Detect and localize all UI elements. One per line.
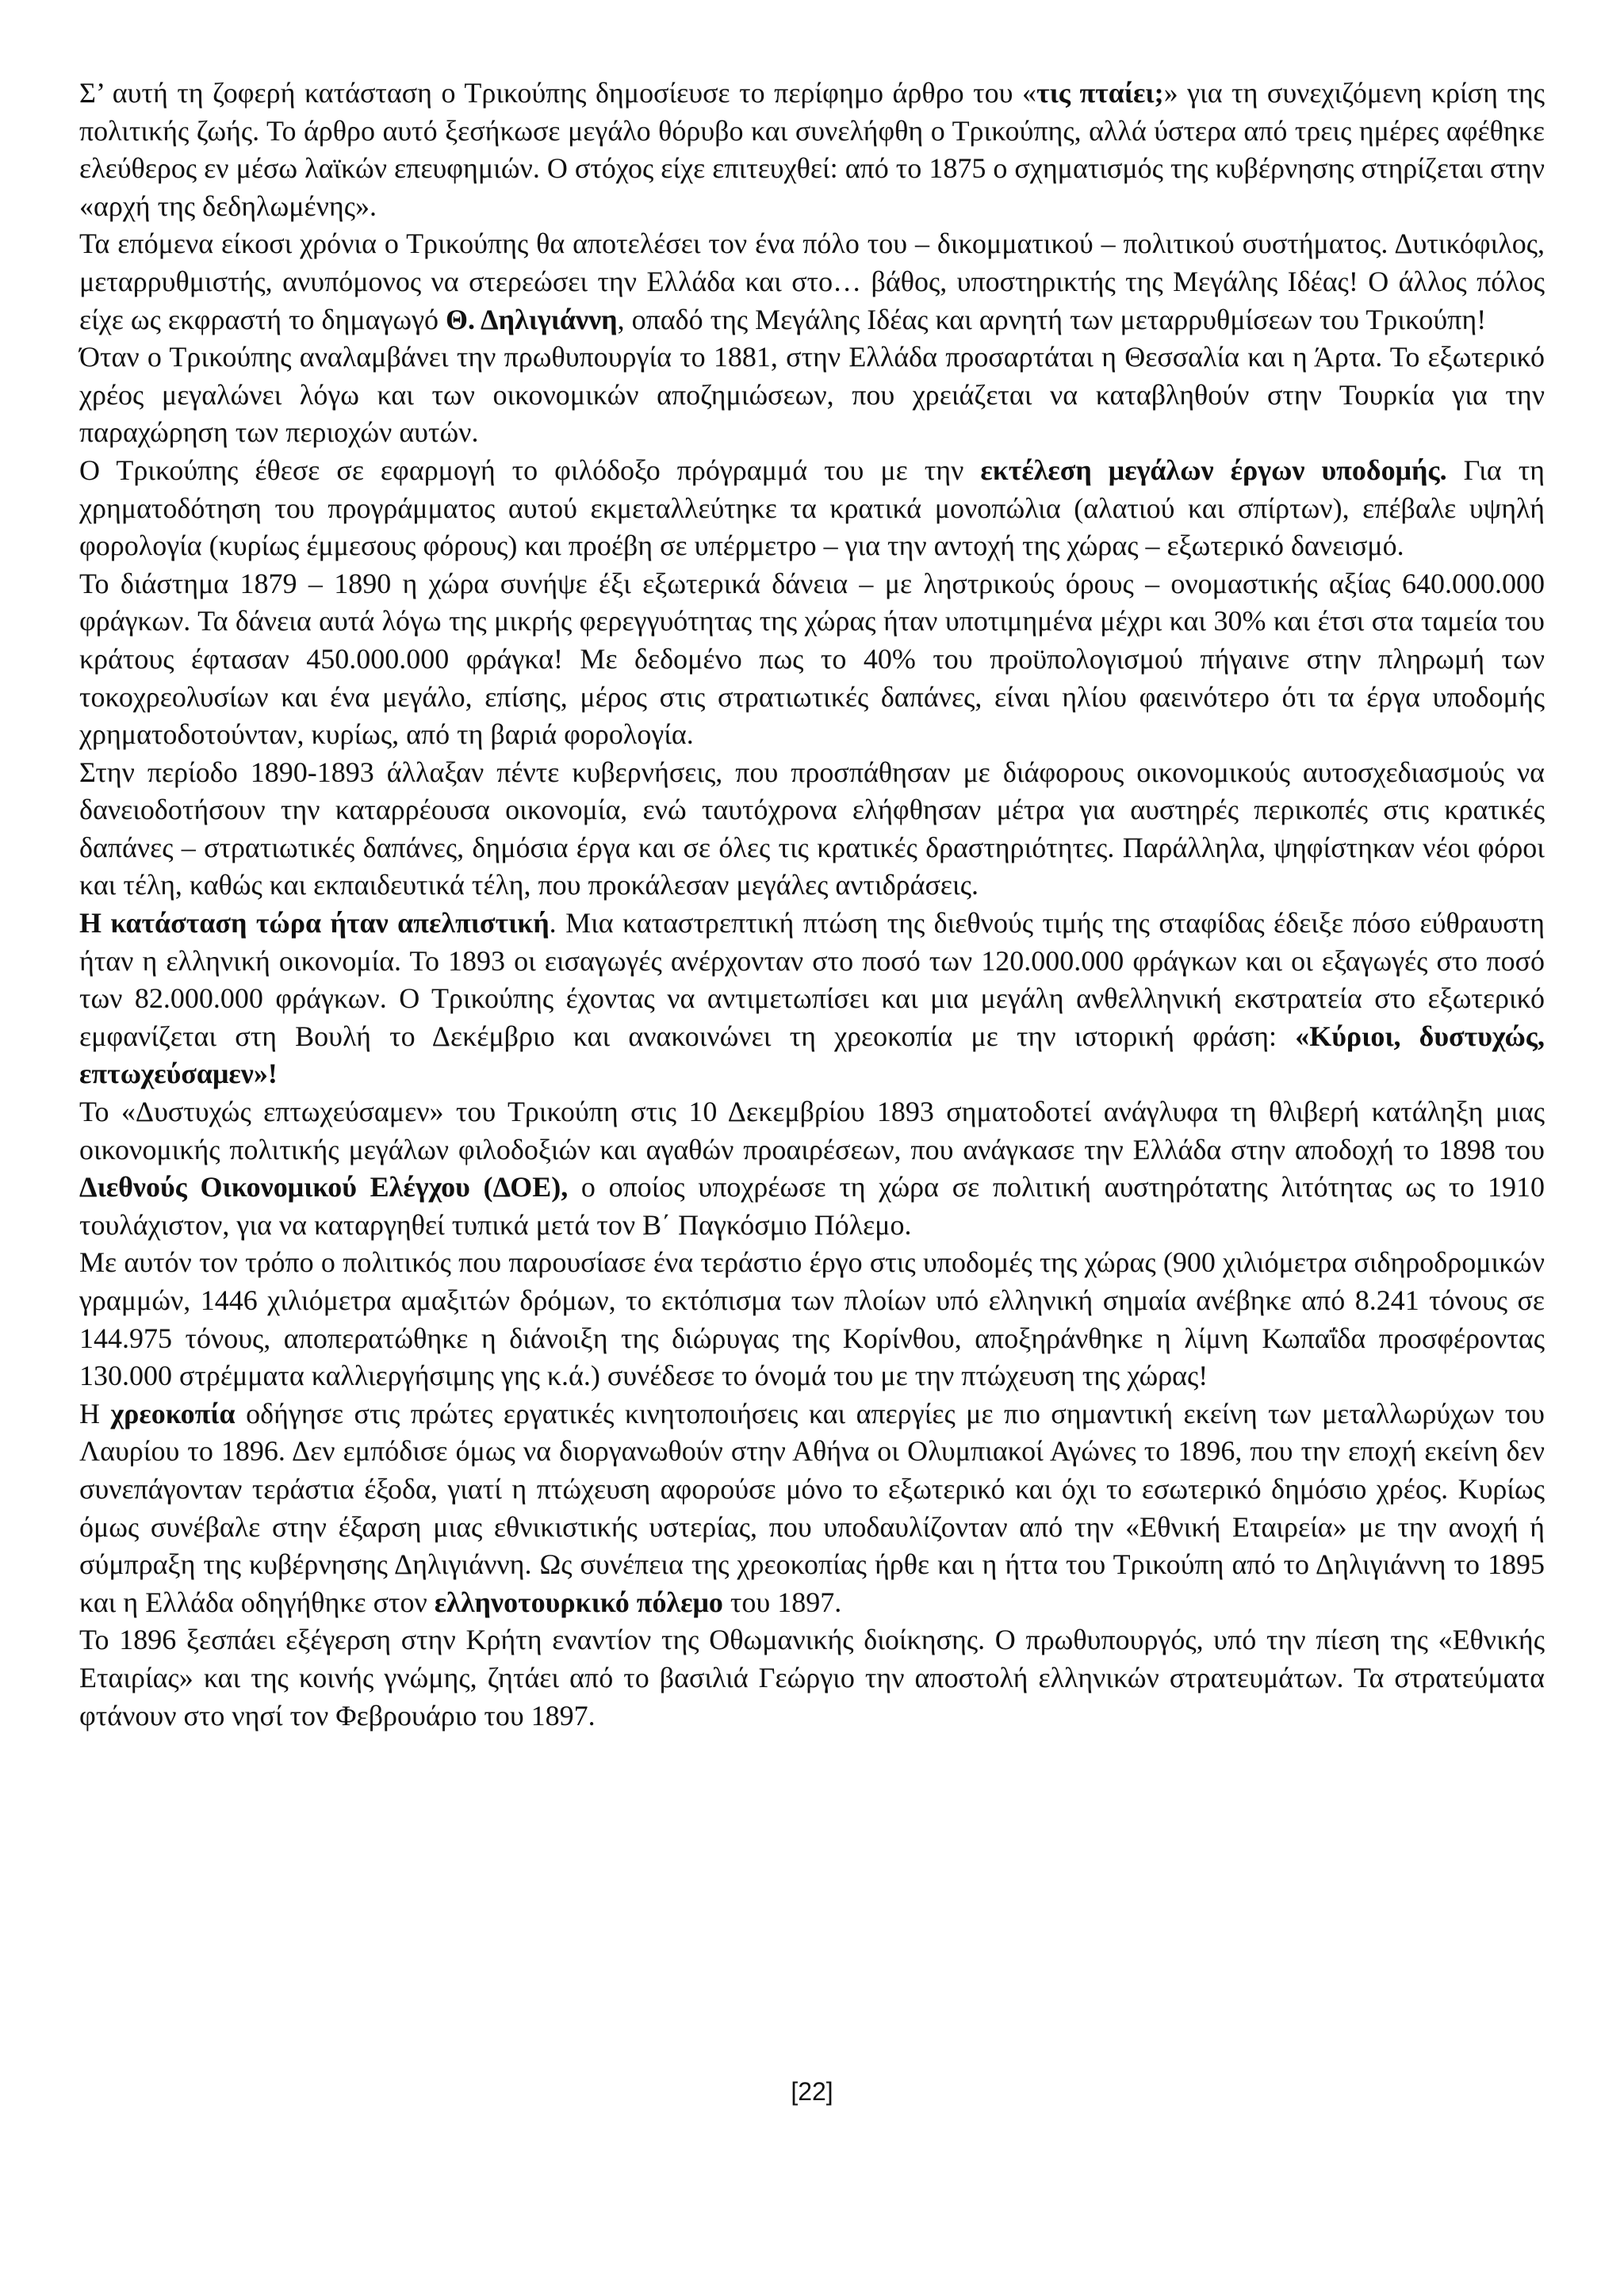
text-run: , οπαδό της Μεγάλης Ιδέας και αρνητή των μεταρρυθμίσεων του Τρικούπη! — [617, 303, 1487, 335]
bold-text-run: τις πταίει; — [1036, 77, 1164, 109]
text-run: Η — [79, 1397, 111, 1429]
text-run: οδήγησε στις πρώτες εργατικές κινητοποιήσεις και απεργίες με πιο σημαντική εκείνη των μεταλλωρύχων του Λαυρίου το 1896. Δεν εμπόδισε όμως να διοργανωθούν στην Αθήνα οι Ολυμπιακοί Αγώνες το 1896, που την εποχή εκείνη δεν συνεπάγονταν τεράστια έξοδα, γιατί η πτώχευση αφορούσε μόνο το εξωτερικό και όχι το εσωτερικό δημόσιο χρέος. Κυρίως όμως συνέβαλε στην έξαρση μιας εθνικιστικής υστερίας, που υποδαυλίζονταν από την «Εθνική Εταιρεία» με την ανοχή ή σύμπραξη της κυβέρνησης Δηλιγιάννη. Ως συνέπεια της χρεοκοπίας ήρθε και η ήττα του Τρικούπη από το Δηλιγιάννη το 1895 και η Ελλάδα οδηγήθηκε στον — [79, 1397, 1545, 1618]
paragraph — [79, 1244, 1545, 1395]
paragraph — [79, 565, 1545, 754]
text-run: Με αυτόν τον τρόπο ο πολιτικός που παρουσίασε ένα τεράστιο έργο στις υποδομές της χώρας (900 χιλιόμετρα σιδηροδρομικών γραμμών, 1446 χιλιόμετρα αμαξιτών δρόμων, το εκτόπισμα των πλοίων υπό ελληνική σημαία ανέβηκε από 8.241 τόνους σε 144.975 τόνους, αποπερατώθηκε η διάνοιξη της διώρυγας της Κορίνθου, αποξηράνθηκε η λίμνη Κωπαΐδα προσφέροντας 130.000 στρέμματα καλλιεργήσιμης γης κ.ά.) συνέδεσε το όνομά του με την πτώχευση της χώρας! — [79, 1246, 1545, 1392]
bold-text-run: χρεοκοπία — [110, 1397, 236, 1429]
page-number: [22] — [791, 2077, 833, 2106]
text-run: » για τη συνεχιζόμενη κρίση της πολιτικής ζωής. Το άρθρο αυτό ξεσήκωσε μεγάλο θόρυβο και συνελήφθη ο Τρικούπης, αλλά ύστερα από τρεις ημέρες αφέθηκε ελεύθερος εν μέσω λαϊκών επευφημιών. Ο στόχος είχε επιτευχθεί: από το 1875 ο σχηματισμός της κυβέρνησης στηρίζεται στην «αρχή της δεδηλωμένης». — [79, 77, 1545, 222]
text-run: Το 1896 ξεσπάει εξέγερση στην Κρήτη εναντίον της Οθωμανικής διοίκησης. Ο πρωθυπουργός, υπό την πίεση της «Εθνικής Εταιρίας» και της κοινής γνώμης, ζητάει από το βασιλιά Γεώργιο την αποστολή ελληνικών στρατευμάτων. Τα στρατεύματα φτάνουν στο νησί τον Φεβρουάριο του 1897. — [79, 1624, 1545, 1732]
bold-text-run: «Κύριοι, δυστυχώς, επτωχεύσαμεν»! — [79, 1020, 1545, 1090]
bold-text-run: Θ. Δηλιγιάννη — [446, 303, 618, 335]
text-run: ο οποίος υποχρέωσε τη χώρα σε πολιτική αυστηρότατης λιτότητας ως το 1910 τουλάχιστον, για να καταργηθεί τυπικά μετά τον Β΄ Παγκόσμιο Πόλεμο. — [79, 1171, 1545, 1241]
paragraph — [79, 1395, 1545, 1622]
bold-text-run: Η κατάσταση τώρα ήταν απελπιστική — [79, 907, 550, 939]
paragraph — [79, 452, 1545, 565]
paragraph — [79, 1621, 1545, 1735]
paragraph — [79, 225, 1545, 339]
paragraph — [79, 905, 1545, 1093]
bold-text-run: εκτέλεση μεγάλων έργων υποδομής. — [980, 453, 1447, 486]
text-run: Σ’ αυτή τη ζοφερή κατάσταση ο Τρικούπης δημοσίευσε το περίφημο άρθρο του « — [79, 77, 1036, 109]
text-run: . Μια καταστρεπτική πτώση της διεθνούς τιμής της σταφίδας έδειξε πόσο εύθραυστη ήταν η ελληνική οικονομία. Το 1893 οι εισαγωγές ανέρχονταν στο ποσό των 120.000.000 φράγκων και οι εξαγωγές στο ποσό των 82.000.000 φράγκων. Ο Τρικούπης έχοντας να αντιμετωπίσει και μια μεγάλη ανθελληνική εκστρατεία στο εξωτερικό εμφανίζεται στη Βουλή το Δεκέμβριο και ανακοινώνει τη χρεοκοπία με την ιστορική φράση: — [79, 907, 1545, 1052]
text-run: Το διάστημα 1879 – 1890 η χώρα συνήψε έξι εξωτερικά δάνεια – με ληστρικούς όρους – ονομαστικής αξίας 640.000.000 φράγκων. Τα δάνεια αυτά λόγω της μικρής φερεγγυότητας της χώρας ήταν υποτιμημένα μέχρι και 30% και έτσι στα ταμεία του κράτους έφτασαν 450.000.000 φράγκα! Με δεδομένο πως το 40% του προϋπολογισμού πήγαινε στην πληρωμή των τοκοχρεολυσίων και ένα μεγάλο, επίσης, μέρος στις στρατιωτικές δαπάνες, είναι ηλίου φαεινότερο ότι τα έργα υποδομής χρηματοδοτούνταν, κυρίως, από τη βαριά φορολογία. — [79, 567, 1545, 751]
bold-text-run: ελληνοτουρκικό πόλεμο — [434, 1586, 723, 1618]
text-run: Στην περίοδο 1890-1893 άλλαξαν πέντε κυβερνήσεις, που προσπάθησαν με διάφορους οικονομικούς αυτοσχεδιασμούς να δανειοδοτήσουν την καταρρέουσα οικονομία, ενώ ταυτόχρονα ελήφθησαν μέτρα για αυστηρές περικοπές στις κρατικές δαπάνες – στρατιωτικές δαπάνες, δημόσια έργα και σε όλες τις κρατικές δραστηριότητες. Παράλληλα, ψηφίστηκαν νέοι φόροι και τέλη, καθώς και εκπαιδευτικά τέλη, που προκάλεσαν μεγάλες αντιδράσεις. — [79, 756, 1545, 901]
text-run: Όταν ο Τρικούπης αναλαμβάνει την πρωθυπουργία το 1881, στην Ελλάδα προσαρτάται η Θεσσαλία και η Άρτα. Το εξωτερικό χρέος μεγαλώνει λόγω και των οικονομικών αποζημιώσεων, που χρειάζεται να καταβληθούν στην Τουρκία για την παραχώρηση των περιοχών αυτών. — [79, 341, 1545, 449]
text-run: Ο Τρικούπης έθεσε σε εφαρμογή το φιλόδοξο πρόγραμμά του με την — [79, 453, 981, 486]
document-body — [79, 75, 1545, 1735]
paragraph — [79, 754, 1545, 905]
text-run: Το «Δυστυχώς επτωχεύσαμεν» του Τρικούπη στις 10 Δεκεμβρίου 1893 σηματοδοτεί ανάγλυφα τη θλιβερή κατάληξη μιας οικονομικής πολιτικής μεγάλων φιλοδοξιών και αγαθών προαιρέσεων, που ανάγκασε την Ελλάδα στην αποδοχή το 1898 του — [79, 1096, 1545, 1165]
paragraph — [79, 1093, 1545, 1244]
text-run: Τα επόμενα είκοσι χρόνια ο Τρικούπης θα αποτελέσει τον ένα πόλο του – δικομματικού – πολιτικού συστήματος. Δυτικόφιλος, μεταρρυθμιστής, ανυπόμονος να στερεώσει την Ελλάδα και στο… βάθος, υποστηρικτής της Μεγάλης Ιδέας! Ο άλλος πόλος είχε ως εκφραστή το δημαγωγό — [79, 228, 1545, 335]
text-run: του 1897. — [722, 1586, 842, 1618]
paragraph — [79, 75, 1545, 225]
text-run: Για τη χρηματοδότηση του προγράμματος αυτού εκμεταλλεύτηκε τα κρατικά μονοπώλια (αλατιού και σπίρτων), επέβαλε υψηλή φορολογία (κυρίως έμμεσους φόρους) και προέβη σε υπέρμετρο – για την αντοχή της χώρας – εξωτερικό δανεισμό. — [79, 453, 1545, 562]
paragraph — [79, 339, 1545, 452]
bold-text-run: Διεθνούς Οικονομικού Ελέγχου (ΔΟΕ), — [79, 1171, 569, 1203]
